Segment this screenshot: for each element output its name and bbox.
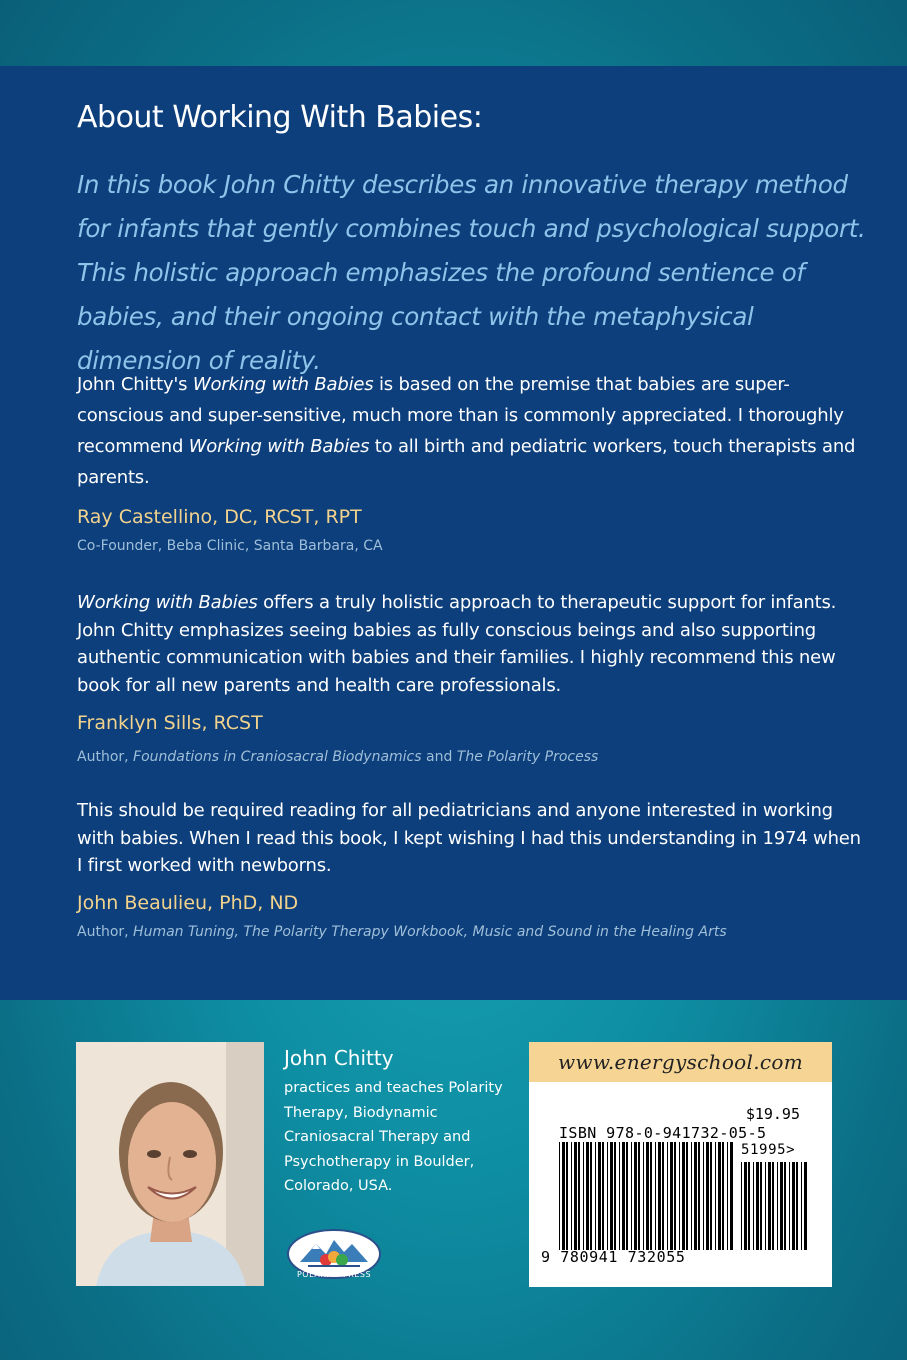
price-label: $19.95 (745, 1105, 800, 1123)
endorsement-quote-2: Working with Babies offers a truly holistic approach to therapeutic support for infants. John Chitty emphasizes seeing babies as fully conscious beings and also supporting authentic communication with babies and their families. I highly recommend this new book for all new parents and health care professionals. (77, 592, 837, 696)
barcode-bar (789, 1162, 790, 1250)
endorsement-quote-3: This should be required reading for all pediatricians and anyone interested in working with babies. When I read this book, I kept wishing I had this understanding in 1974 when I first worked with newborns. (77, 800, 861, 876)
barcode-bar (583, 1142, 584, 1250)
barcode-bar (715, 1142, 716, 1250)
barcode-bar (765, 1162, 766, 1250)
isbn-barcode-icon (559, 1142, 735, 1250)
barcode-bar (638, 1142, 640, 1250)
barcode-bar (674, 1142, 676, 1250)
barcode-bar (650, 1142, 652, 1250)
barcode-bar (718, 1142, 721, 1250)
barcode-bar (730, 1142, 733, 1250)
blurb-intro: In this book John Chitty describes an innovative therapy method for infants that gently combines touch and psychological support. This holistic approach emphasizes the profound sentience of babies, and their ongoing contact with the metaphysical dimension of reality. (77, 170, 866, 375)
barcode-bar (559, 1142, 560, 1250)
barcode-bar (622, 1142, 625, 1250)
endorser-role-3: Author, Human Tuning, The Polarity Therapy Workbook, Music and Sound in the Healing Arts (77, 924, 727, 940)
barcode-bar (691, 1142, 692, 1250)
barcode-bar (679, 1142, 680, 1250)
barcode-bar (801, 1162, 802, 1250)
barcode-bar (590, 1142, 592, 1250)
barcode-bar (710, 1142, 712, 1250)
barcode-bar (760, 1162, 762, 1250)
barcode-bar (646, 1142, 649, 1250)
barcode-bar (566, 1142, 568, 1250)
barcode-bar (756, 1162, 759, 1250)
endorser-name-2: Franklyn Sills, RCST (77, 712, 263, 734)
barcode-bar (780, 1162, 783, 1250)
endorser-role-1: Co-Founder, Beba Clinic, Santa Barbara, CA (77, 538, 383, 554)
barcode-box (529, 1042, 832, 1287)
barcode-bar (607, 1142, 608, 1250)
barcode-bar (698, 1142, 700, 1250)
endorsement-quote-1: John Chitty's Working with Babies is based on the premise that babies are super-conscious and super-sensitive, much more than is commonly appreciated. I thoroughly recommend Working with Babies to all birth and pediatric workers, touch therapists and parents. (77, 374, 856, 488)
barcode-bar (741, 1162, 742, 1250)
barcode-bar (562, 1142, 565, 1250)
website-url-bar (529, 1042, 832, 1082)
barcode-bar (748, 1162, 750, 1250)
barcode-bar (614, 1142, 616, 1250)
barcode-bar (619, 1142, 620, 1250)
barcode-bar (655, 1142, 656, 1250)
barcode-bar (574, 1142, 577, 1250)
author-bio: practices and teaches Polarity Therapy, Biodynamic Craniosacral Therapy and Psychotherapy in Boulder, Colorado, USA. (284, 1080, 503, 1194)
barcode-bar (706, 1142, 709, 1250)
barcode-bar (602, 1142, 604, 1250)
ean-digits: 9 780941 732055 (541, 1248, 686, 1266)
barcode-bar (578, 1142, 580, 1250)
isbn-label: ISBN 978-0-941732-05-5 (559, 1124, 767, 1142)
barcode-bar (796, 1162, 798, 1250)
endorser-name-1: Ray Castellino, DC, RCST, RPT (77, 506, 362, 528)
barcode-bar (686, 1142, 688, 1250)
barcode-bar (662, 1142, 664, 1250)
barcode-bar (777, 1162, 778, 1250)
endorser-name-3: John Beaulieu, PhD, ND (77, 892, 299, 914)
barcode-bar (682, 1142, 685, 1250)
barcode-bar (753, 1162, 754, 1250)
price-barcode-icon (741, 1162, 809, 1250)
barcode-bar (610, 1142, 613, 1250)
barcode-bar (586, 1142, 589, 1250)
blurb-heading: About Working With Babies: (77, 100, 483, 135)
barcode-bar (792, 1162, 795, 1250)
barcode-bar (598, 1142, 601, 1250)
publisher-name: POLARITY PRESS (296, 1270, 372, 1279)
endorser-role-2: Author, Foundations in Craniosacral Biodynamics and The Polarity Process (77, 749, 599, 765)
barcode-bar (670, 1142, 673, 1250)
barcode-bar (772, 1162, 774, 1250)
barcode-bar (643, 1142, 644, 1250)
barcode-bar (804, 1162, 807, 1250)
barcode-bar (595, 1142, 596, 1250)
barcode-bar (727, 1142, 728, 1250)
barcode-bar (768, 1162, 771, 1250)
author-photo (76, 1042, 264, 1286)
barcode-bar (571, 1142, 572, 1250)
barcode-bar (667, 1142, 668, 1250)
barcode-bar (631, 1142, 632, 1250)
barcode-bar (744, 1162, 747, 1250)
barcode-bar (634, 1142, 637, 1250)
barcode-bar (722, 1142, 724, 1250)
author-name: John Chitty (284, 1046, 394, 1070)
barcode-bar (784, 1162, 786, 1250)
barcode-bar (626, 1142, 628, 1250)
addon-code: 51995> (741, 1142, 796, 1158)
website-url: www.energyschool.com (558, 1050, 803, 1074)
barcode-bar (658, 1142, 661, 1250)
barcode-bar (694, 1142, 697, 1250)
barcode-bar (703, 1142, 704, 1250)
